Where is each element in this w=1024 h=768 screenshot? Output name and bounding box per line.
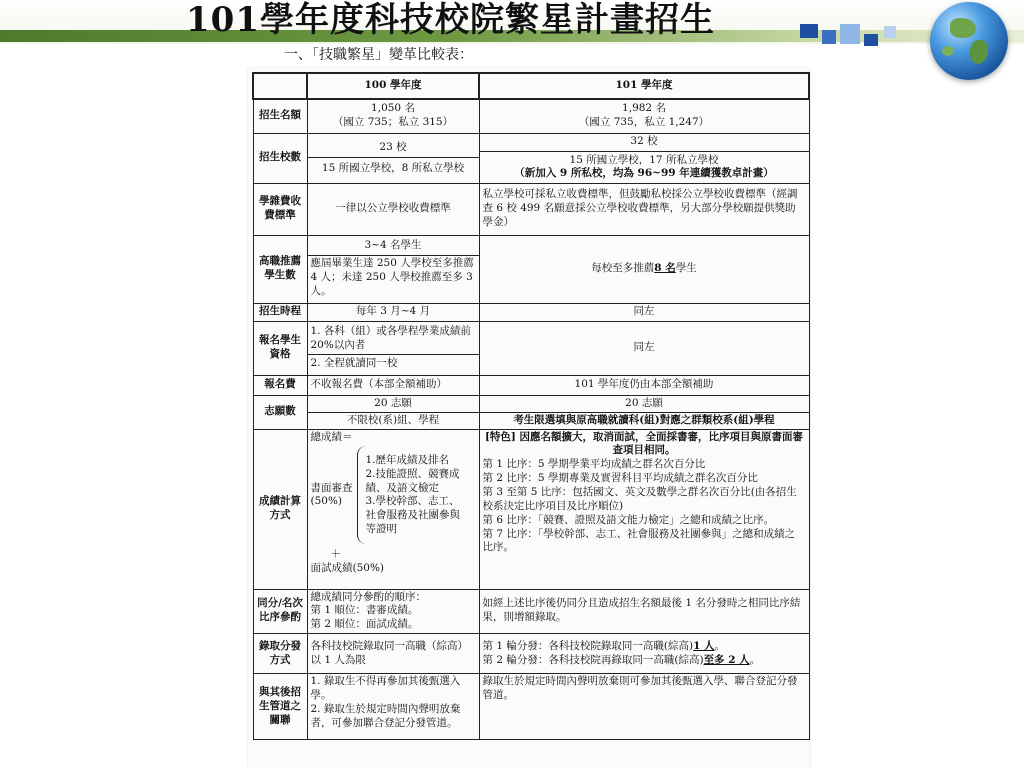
period-101: 同左 [479,303,809,321]
row-placement [253,634,809,674]
comparison-table [252,72,810,740]
row-choices [253,395,809,429]
schools-100-detail: 15 所國立學校，8 所私立學校 [308,157,479,176]
relation-100-b: 2. 錄取生於規定時間內聲明放棄者，可參加聯合登記分發管道。 [310,702,461,729]
row-tie [253,589,809,634]
quota-101-detail: （國立 735，私立 1,247） [578,116,710,129]
table-caption: 一、「技職繁星」變革比較表： [284,47,473,63]
header-101: 101 學年度 [479,73,809,99]
relation-100-a: 1. 錄取生不得再參加其後甄選入學。 [310,675,461,701]
label-scoring: 成績計算方式 [253,429,307,589]
scoring-100-item-1: 1.歷年成績及排名 [365,453,450,466]
scoring-101-item-1: 第 1 比序：5 學期學業平均成績之群名次百分比 [482,458,706,471]
tie-100-a: 總成績同分參酌的順序： [310,590,426,603]
scoring-100-item-2: 2.技能證照、競賽成績、及語文檢定 [365,467,460,494]
table-header-row [253,73,809,99]
scoring-101-item-3: 第 3 至第 5 比序：包括國文、英文及數學之群名次百分比(由各招生校系決定比序項目及比序順位) [482,485,797,512]
row-relation [253,674,809,740]
tie-100-c: 第 2 順位：面試成績。 [310,618,419,631]
choices-100-count: 20 志願 [374,396,412,409]
label-relation: 與其後招生管道之關聯 [253,674,307,740]
decorative-squares [800,20,920,60]
label-schools: 招生校數 [253,133,307,183]
quota-100-count: 1,050 名 [371,102,415,115]
fee-100: 不收報名費（本部全額補助） [307,375,479,395]
scanned-table-sheet [248,68,810,768]
row-fee [253,375,809,395]
scoring-100-review: 書面審查(50%) [310,481,353,508]
scoring-101-feature: [特色] 因應名額擴大，取消面試，全面採書審，比序項目與原書面審查項目相同。 [484,430,804,457]
quota-101-count: 1,982 名 [622,102,666,115]
recommend-100-count: 3~4 名學生 [364,239,422,252]
slide-title: 101學年度科技校院繁星計畫招生 [186,0,715,40]
label-period: 招生時程 [253,303,307,321]
tie-101: 如經上述比序後仍同分且造成招生名額最後 1 名分發時之相同比序結果，則增額錄取。 [479,589,809,634]
eligibility-100-b: 2. 全程就讀同一校 [308,354,479,371]
label-placement: 錄取分發方式 [253,634,307,674]
row-recommend [253,235,809,303]
row-period [253,303,809,321]
period-100: 每年 3 月~4 月 [307,303,479,321]
row-quota [253,99,809,133]
eligibility-101: 同左 [479,321,809,375]
scoring-101-item-2: 第 2 比序：5 學期專業及實習科目平均成績之群名次百分比 [482,472,758,485]
label-recommend: 高職推薦學生數 [253,235,307,303]
schools-100-count: 23 校 [379,140,407,153]
scoring-101-item-5: 第 7 比序：「學校幹部、志工、社會服務及社團參與」之總和成績之比序。 [482,527,796,554]
tie-100-b: 第 1 順位：書審成績。 [310,604,419,617]
choices-100-detail: 不限校(系)組、學程 [308,412,479,428]
row-eligibility [253,321,809,375]
relation-101: 錄取生於規定時間內聲明放棄則可參加其後甄選入學、聯合登記分發管道。 [479,674,809,740]
recommend-100-detail: 應屆畢業生達 250 人學校至多推薦 4 人；未達 250 人學校推薦至多 3 人。 [308,255,479,299]
tuition-100: 一律以公立學校收費標準 [307,183,479,235]
label-eligibility: 報名學生資格 [253,321,307,375]
label-quota: 招生名額 [253,99,307,133]
scoring-100-item-3: 3.學校幹部、志工、社會服務及社團參與等證明 [365,495,460,536]
row-scoring [253,429,809,589]
eligibility-100-a: 1. 各科（組）或各學程學業成績前 20%以內者 [310,324,471,351]
row-schools [253,133,809,183]
placement-100: 各科技校院錄取同一高職（綜高）以 1 人為限 [307,634,479,674]
scoring-100-interview: 面試成績(50%) [310,562,385,575]
schools-101-note: （新加入 9 所私校，均為 96~99 年連續獲教卓計畫） [514,167,774,180]
row-tuition [253,183,809,235]
brace-icon [357,446,366,544]
choices-101-count: 20 志願 [625,396,663,409]
globe-icon [930,2,1008,80]
recommend-101: 每校至多推薦8 名學生 [479,235,809,303]
scoring-100-plus: ＋ [330,548,341,561]
placement-101-round-2: 第 2 輪分發：各科技校院再錄取同一高職(綜高)至多 2 人。 [482,653,761,666]
quota-100-detail: （國立 735；私立 315） [332,116,454,129]
label-tuition: 學雜費收費標準 [253,183,307,235]
choices-101-detail: 考生限選填與原高職就讀科(組)對應之群類校系(組)學程 [480,412,809,428]
tuition-101: 私立學校可採私立收費標準，但鼓勵私校採公立學校收費標準（經調查 6 校 499 名願意採公立學校收費標準，另大部分學校願提供獎助學金） [479,183,809,235]
placement-101-round-1: 第 1 輪分發：各科技校院錄取同一高職(綜高)1 人。 [482,639,726,652]
scoring-100-total: 總成績＝ [310,430,353,443]
schools-101-count: 32 校 [630,134,658,147]
label-fee: 報名費 [253,375,307,395]
fee-101: 101 學年度仍由本部全額補助 [479,375,809,395]
label-choices: 志願數 [253,395,307,429]
header-100: 100 學年度 [307,73,479,99]
label-tie: 同分/名次比序參酌 [253,589,307,634]
scoring-101-item-4: 第 6 比序：「競賽、證照及語文能力檢定」之總和成績之比序。 [482,513,775,526]
schools-101-detail: 15 所國立學校，17 所私立學校 [480,151,809,168]
